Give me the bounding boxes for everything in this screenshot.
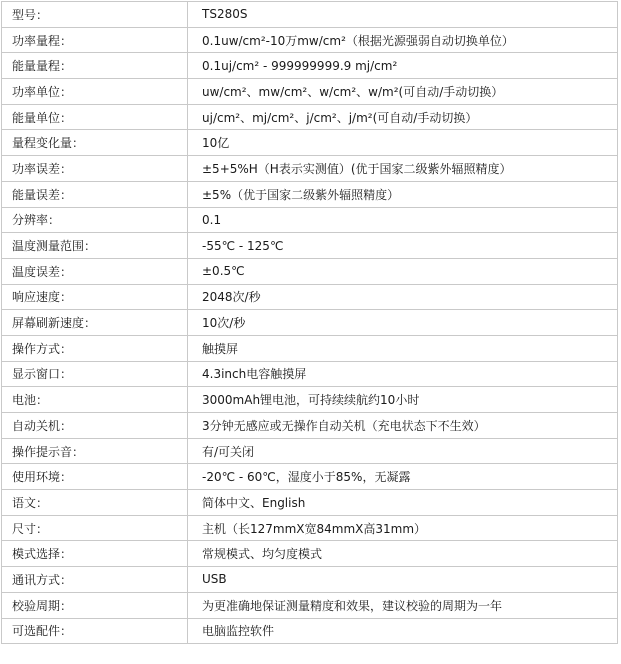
spec-row (2, 387, 618, 413)
spec-label: 能量误差： (2, 181, 188, 207)
spec-row (2, 464, 618, 490)
spec-label: 模式选择： (2, 541, 188, 567)
spec-value: 简体中文、English (188, 490, 618, 516)
spec-value: 10次/秒 (188, 310, 618, 336)
spec-value: ±0.5℃ (188, 258, 618, 284)
spec-label: 语文： (2, 490, 188, 516)
spec-value: uj/cm²、mj/cm²、j/cm²、j/m²(可自动/手动切换） (188, 104, 618, 130)
spec-table-body (2, 2, 618, 644)
spec-label: 温度误差： (2, 258, 188, 284)
spec-value: 2048次/秒 (188, 284, 618, 310)
spec-label: 显示窗口： (2, 361, 188, 387)
spec-row (2, 310, 618, 336)
spec-row (2, 592, 618, 618)
spec-value: 电脑监控软件 (188, 618, 618, 644)
spec-row (2, 541, 618, 567)
spec-row (2, 207, 618, 233)
spec-label: 自动关机： (2, 413, 188, 439)
spec-label: 温度测量范围： (2, 233, 188, 259)
spec-value: 3分钟无感应或无操作自动关机（充电状态下不生效） (188, 413, 618, 439)
spec-label: 操作方式： (2, 335, 188, 361)
spec-label: 可选配件： (2, 618, 188, 644)
spec-value: 10亿 (188, 130, 618, 156)
spec-label: 使用环境： (2, 464, 188, 490)
spec-value: -55℃ - 125℃ (188, 233, 618, 259)
spec-row (2, 490, 618, 516)
spec-row (2, 618, 618, 644)
spec-value: -20℃ - 60℃，湿度小于85%，无凝露 (188, 464, 618, 490)
spec-row (2, 515, 618, 541)
spec-row (2, 27, 618, 53)
spec-value: ±5+5%H（H表示实测值）(优于国家二级紫外辐照精度） (188, 156, 618, 182)
spec-row (2, 284, 618, 310)
spec-row (2, 413, 618, 439)
spec-row (2, 258, 618, 284)
spec-row (2, 335, 618, 361)
spec-label: 功率量程： (2, 27, 188, 53)
spec-value: 0.1uj/cm² - 999999999.9 mj/cm² (188, 53, 618, 79)
spec-value: 触摸屏 (188, 335, 618, 361)
spec-row (2, 361, 618, 387)
spec-row (2, 156, 618, 182)
spec-value: 4.3inch电容触摸屏 (188, 361, 618, 387)
spec-label: 功率误差： (2, 156, 188, 182)
spec-table (1, 1, 618, 644)
spec-value: 有/可关闭 (188, 438, 618, 464)
spec-label: 校验周期： (2, 592, 188, 618)
spec-label: 操作提示音： (2, 438, 188, 464)
spec-value: 常规模式、均匀度模式 (188, 541, 618, 567)
spec-label: 能量单位： (2, 104, 188, 130)
spec-value: TS280S (188, 2, 618, 28)
spec-value: 为更准确地保证测量精度和效果，建议校验的周期为一年 (188, 592, 618, 618)
spec-row (2, 2, 618, 28)
spec-label: 能量量程： (2, 53, 188, 79)
spec-row (2, 233, 618, 259)
spec-row (2, 104, 618, 130)
spec-value: 0.1uw/cm²-10万mw/cm²（根据光源强弱自动切换单位） (188, 27, 618, 53)
spec-value: uw/cm²、mw/cm²、w/cm²、w/m²(可自动/手动切换） (188, 79, 618, 105)
spec-label: 功率单位： (2, 79, 188, 105)
spec-label: 电池： (2, 387, 188, 413)
spec-label: 型号： (2, 2, 188, 28)
spec-row (2, 53, 618, 79)
spec-value: ±5%（优于国家二级紫外辐照精度） (188, 181, 618, 207)
spec-label: 屏幕刷新速度： (2, 310, 188, 336)
spec-label: 分辨率： (2, 207, 188, 233)
spec-row (2, 79, 618, 105)
spec-row (2, 130, 618, 156)
spec-label: 通讯方式： (2, 567, 188, 593)
spec-row (2, 181, 618, 207)
spec-value: 3000mAh锂电池，可持续续航约10小时 (188, 387, 618, 413)
spec-label: 尺寸： (2, 515, 188, 541)
spec-label: 响应速度： (2, 284, 188, 310)
spec-value: 0.1 (188, 207, 618, 233)
spec-row (2, 438, 618, 464)
spec-label: 量程变化量： (2, 130, 188, 156)
spec-value: USB (188, 567, 618, 593)
spec-value: 主机（长127mmX宽84mmX高31mm） (188, 515, 618, 541)
spec-row (2, 567, 618, 593)
